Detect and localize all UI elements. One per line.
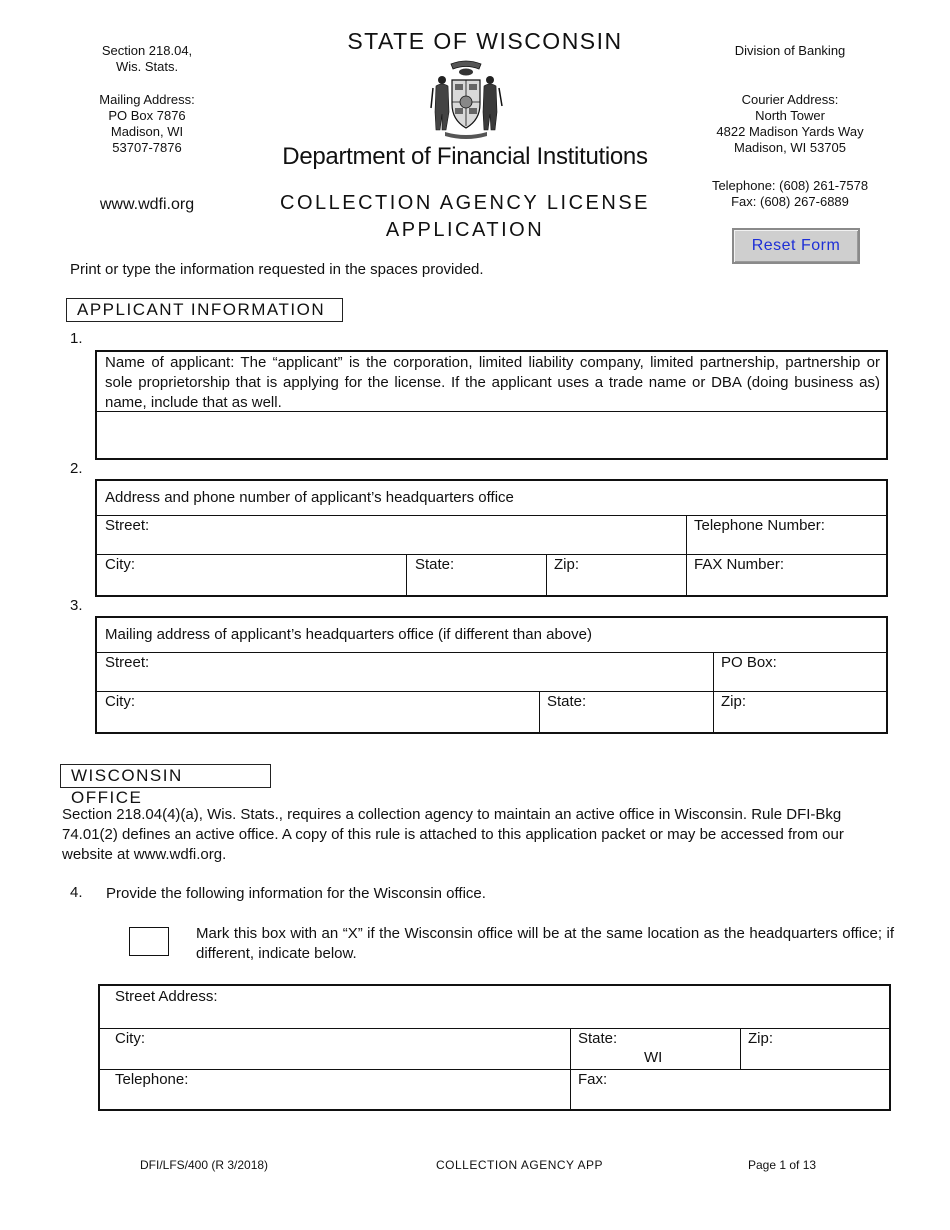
courier-line: Madison, WI 53705 xyxy=(733,140,846,155)
question-number: 1. xyxy=(70,330,83,347)
divider xyxy=(97,515,886,516)
applicant-name-input[interactable] xyxy=(97,412,886,458)
telephone-number: Telephone: (608) 261-7578 xyxy=(711,178,869,193)
mailing-state-field[interactable]: State: xyxy=(547,693,587,710)
divider xyxy=(539,691,540,732)
form-title-line: APPLICATION xyxy=(385,219,545,241)
wi-zip-field[interactable]: Zip: xyxy=(748,1030,774,1047)
question-number: 2. xyxy=(70,460,83,477)
divider xyxy=(686,515,687,595)
page-number: Page 1 of 13 xyxy=(748,1158,817,1172)
wisconsin-seal-icon xyxy=(425,58,507,140)
applicant-name-box xyxy=(95,350,888,460)
wi-fax-field[interactable]: Fax: xyxy=(578,1071,608,1088)
courier-address xyxy=(700,92,880,156)
mailing-address xyxy=(62,92,232,156)
question-4-text: Provide the following information for the Wisconsin office. xyxy=(106,885,486,902)
headquarters-address-title: Address and phone number of applicant’s headquarters office xyxy=(105,489,514,506)
hq-state-field[interactable]: State: xyxy=(415,556,455,573)
statute-line: Section 218.04, xyxy=(101,43,193,58)
reset-form-button[interactable]: Reset Form xyxy=(732,228,860,264)
applicant-information-heading: APPLICANT INFORMATION xyxy=(66,298,343,322)
mailing-line: 53707-7876 xyxy=(112,140,182,155)
statute-reference xyxy=(62,43,232,75)
mailing-line: Madison, WI xyxy=(110,124,184,139)
contact-numbers xyxy=(700,178,880,210)
divider xyxy=(713,652,714,732)
divider xyxy=(97,554,886,555)
form-id: DFI/LFS/400 (R 3/2018) xyxy=(140,1158,269,1172)
hq-city-field[interactable]: City: xyxy=(105,556,135,573)
footer-title: COLLECTION AGENCY APP xyxy=(436,1158,603,1172)
divider xyxy=(406,554,407,595)
divider xyxy=(546,554,547,595)
wi-city-field[interactable]: City: xyxy=(115,1030,145,1047)
mailing-zip-field[interactable]: Zip: xyxy=(721,693,747,710)
mailing-line: PO Box 7876 xyxy=(108,108,186,123)
instructions: Print or type the information requested in the spaces provided. xyxy=(70,261,484,278)
divider xyxy=(97,652,886,653)
fax-number: Fax: (608) 267-6889 xyxy=(731,194,849,209)
statute-line: Wis. Stats. xyxy=(115,59,179,74)
mailing-po-box-field[interactable]: PO Box: xyxy=(721,654,777,671)
department-title: Department of Financial Institutions xyxy=(282,143,648,170)
wisconsin-office-heading: WISCONSIN OFFICE xyxy=(60,764,271,788)
headquarters-address-box xyxy=(95,479,888,597)
courier-line: Courier Address: xyxy=(741,92,839,107)
divider xyxy=(97,691,886,692)
question-number: 4. xyxy=(70,884,83,901)
hq-zip-field[interactable]: Zip: xyxy=(554,556,580,573)
same-location-checkbox[interactable] xyxy=(129,927,169,956)
division-name: Division of Banking xyxy=(734,43,846,58)
mailing-address-box xyxy=(95,616,888,734)
form-title-line: COLLECTION AGENCY LICENSE xyxy=(280,192,650,214)
wi-state-value[interactable]: WI xyxy=(644,1049,663,1066)
divider xyxy=(570,1028,571,1109)
hq-street-field[interactable]: Street: xyxy=(105,517,150,534)
wi-street-address-field[interactable]: Street Address: xyxy=(115,988,218,1005)
same-location-checkbox-label: Mark this box with an “X” if the Wisconsin office will be at the same location as the headquarters office; if different, indicate below. xyxy=(196,925,894,962)
wisconsin-office-paragraph: Section 218.04(4)(a), Wis. Stats., requires a collection agency to maintain an active office in Wisconsin. Rule DFI-Bkg 74.01(2) defines an active office. A copy of this rule is attached to this application packet or may be accessed from our website at www.wdfi.org. xyxy=(62,806,844,863)
state-title: STATE OF WISCONSIN xyxy=(347,28,623,54)
question-number: 3. xyxy=(70,597,83,614)
hq-fax-field[interactable]: FAX Number: xyxy=(694,556,785,573)
divider xyxy=(100,1069,889,1070)
divider xyxy=(100,1028,889,1029)
website-link[interactable]: www.wdfi.org xyxy=(99,196,195,213)
form-title xyxy=(230,190,700,244)
mailing-line: Mailing Address: xyxy=(99,92,195,107)
mailing-city-field[interactable]: City: xyxy=(105,693,135,710)
divider xyxy=(740,1028,741,1069)
courier-line: North Tower xyxy=(755,108,825,123)
courier-line: 4822 Madison Yards Way xyxy=(716,124,864,139)
applicant-name-label: Name of applicant: The “applicant” is the corporation, limited liability company, limited partnership, partnership or sole proprietorship that is applying for the license. If the applicant uses a trade name or DBA (doing business as) name, include that as well. xyxy=(105,354,880,411)
mailing-address-title: Mailing address of applicant’s headquarters office (if different than above) xyxy=(105,626,592,643)
wi-state-label: State: xyxy=(578,1030,618,1047)
hq-telephone-field[interactable]: Telephone Number: xyxy=(694,517,825,534)
wisconsin-office-address-box xyxy=(98,984,891,1111)
mailing-street-field[interactable]: Street: xyxy=(105,654,150,671)
wi-telephone-field[interactable]: Telephone: xyxy=(115,1071,189,1088)
